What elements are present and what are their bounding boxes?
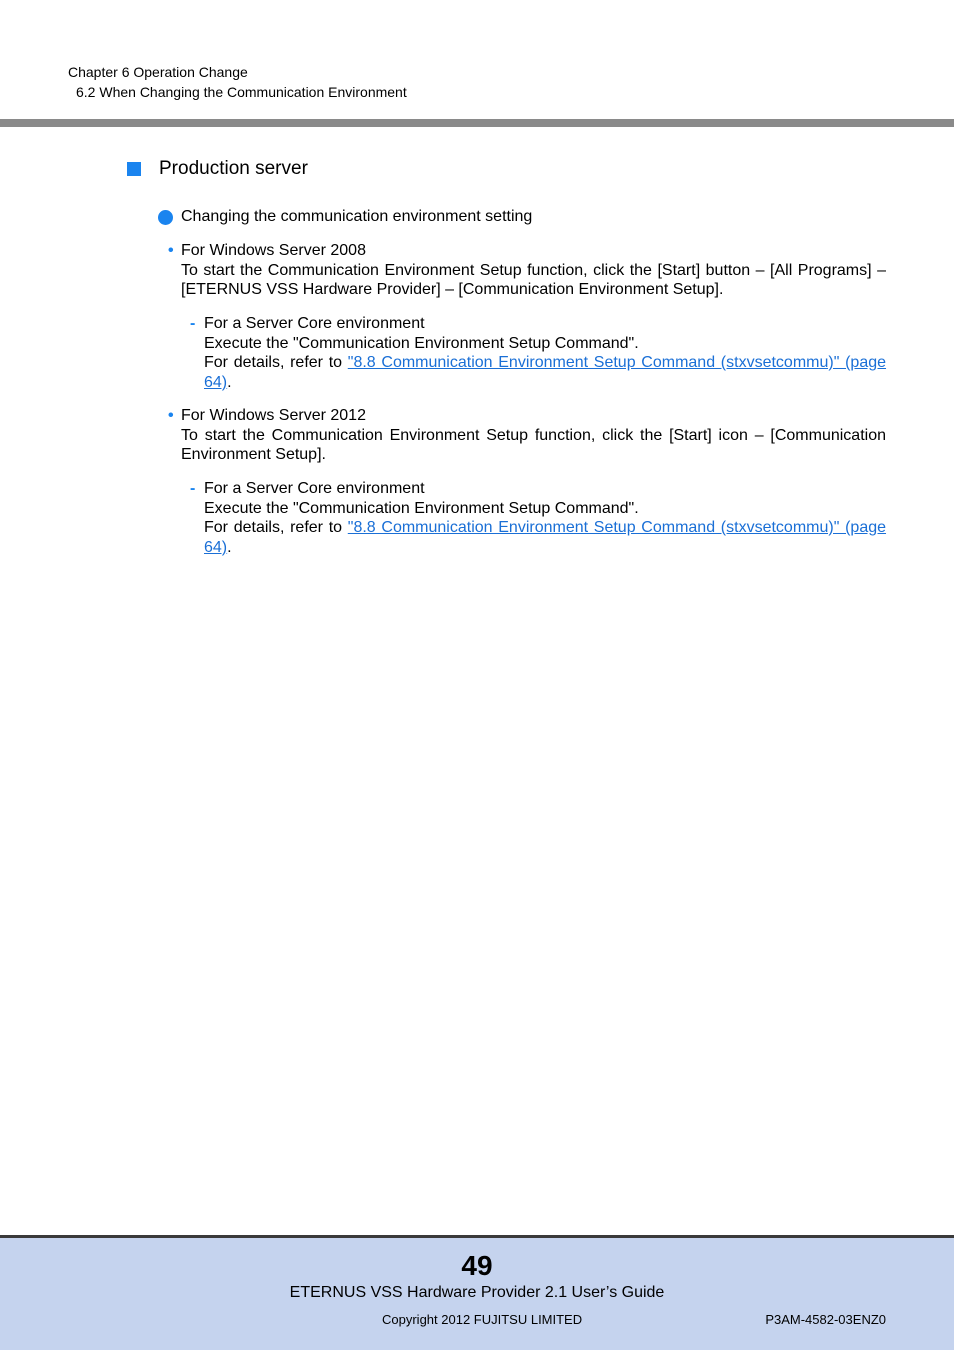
- sub-item-server-core-2012: [190, 479, 886, 557]
- subsection-heading: [158, 208, 532, 226]
- sub-item-server-core-2008: [190, 314, 886, 392]
- cross-reference-link[interactable]: "8.8 Communication Environment Setup Command (stxvsetcommu)" (page 64): [204, 354, 887, 391]
- section-heading: [127, 158, 308, 180]
- doc-code: P3AM-4582-03ENZ0: [765, 1312, 886, 1327]
- section-title: Production server: [159, 158, 308, 179]
- copyright: Copyright 2012 FUJITSU LIMITED: [382, 1312, 583, 1327]
- header-section: 6.2 When Changing the Communication Environment: [76, 84, 407, 100]
- sub-item-line: Execute the "Communication Environment Setup Command".: [204, 334, 639, 352]
- item-text: To start the Communication Environment Setup function, click the [Start] button – [All Programs] – [ETERNUS VSS Hardware Provider] – [Communication Environment Setup].: [181, 261, 886, 298]
- ref-suffix: .: [227, 373, 232, 391]
- header-chapter: Chapter 6 Operation Change: [68, 64, 248, 80]
- sub-item-line: Execute the "Communication Environment Setup Command".: [204, 499, 639, 517]
- ref-prefix: For details, refer to: [204, 519, 348, 536]
- ref-suffix: .: [227, 538, 232, 556]
- guide-title: ETERNUS VSS Hardware Provider 2.1 User’s Guide: [289, 1284, 665, 1301]
- ref-prefix: For details, refer to: [204, 354, 348, 371]
- page-number: 49: [461, 1250, 493, 1281]
- blue-circle-icon: [158, 210, 173, 225]
- cross-reference-link[interactable]: "8.8 Communication Environment Setup Command (stxvsetcommu)" (page 64): [204, 519, 887, 556]
- subsection-title: Changing the communication environment setting: [181, 208, 533, 225]
- sub-item-title: For a Server Core environment: [204, 480, 425, 497]
- bullet-dot-icon: •: [168, 242, 174, 259]
- bullet-dot-icon: •: [168, 407, 174, 424]
- blue-square-icon: [127, 162, 141, 176]
- dash-icon: -: [190, 315, 196, 332]
- page-footer: [0, 1235, 954, 1350]
- item-title: For Windows Server 2012: [181, 407, 366, 424]
- sub-item-ref: [204, 353, 886, 392]
- dash-icon: -: [190, 480, 196, 497]
- item-text: To start the Communication Environment Setup function, click the [Start] icon – [Communication Environment Setup].: [181, 426, 886, 463]
- header-divider: [0, 119, 954, 127]
- item-title: For Windows Server 2008: [181, 242, 366, 259]
- sub-item-ref: [204, 518, 886, 557]
- sub-item-title: For a Server Core environment: [204, 315, 425, 332]
- list-item-ws2012: [168, 406, 886, 465]
- list-item-ws2008: [168, 241, 886, 300]
